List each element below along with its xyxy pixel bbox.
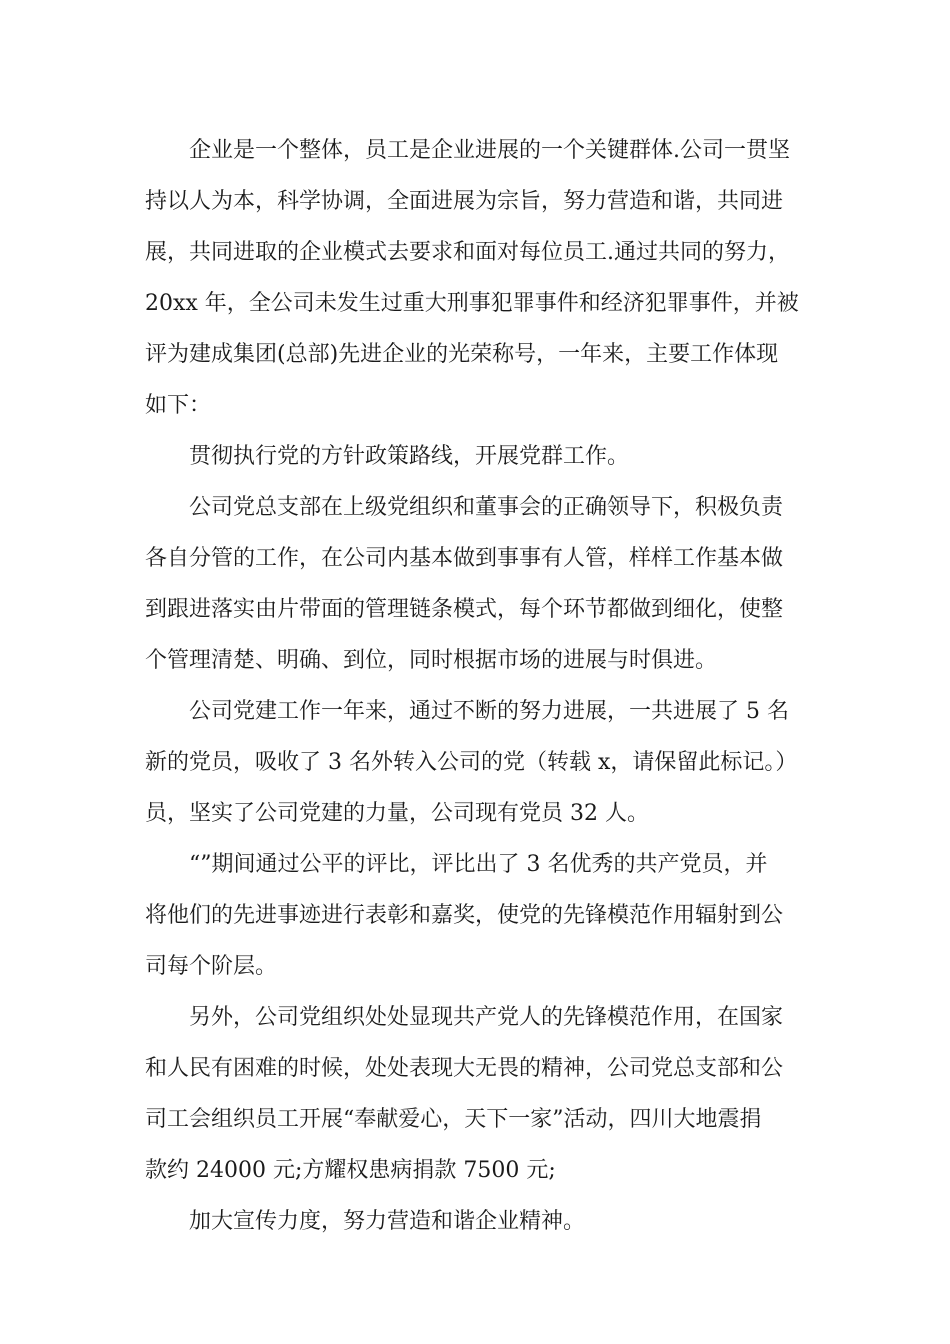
text-line: 加大宣传力度，努力营造和谐企业精神。 (189, 1209, 586, 1234)
paragraph-1 (145, 125, 825, 431)
text-line: 新的党员，吸收了 3 名外转入公司的党（转载 x，请保留此标记。） (145, 750, 798, 775)
text-line: 司工会组织员工开展“奉献爱心，天下一家”活动，四川大地震捐 (145, 1107, 762, 1132)
text-line: 展，共同进取的企业模式去要求和面对每位员工.通过共同的努力， (145, 240, 790, 265)
text-line: 到跟进落实由片带面的管理链条模式，每个环节都做到细化，使整 (145, 597, 784, 622)
text-line: “”期间通过公平的评比，评比出了 3 名优秀的共产党员，并 (189, 852, 768, 877)
text-line: 如下： (145, 393, 212, 418)
document-body (145, 125, 825, 1247)
text-line: 公司党总支部在上级党组织和董事会的正确领导下，积极负责 (189, 495, 784, 520)
text-line: 各自分管的工作，在公司内基本做到事事有人管，样样工作基本做 (145, 546, 784, 571)
paragraph-2 (145, 431, 825, 482)
text-line: 持以人为本，科学协调，全面进展为宗旨，努力营造和谐，共同进 (145, 189, 784, 214)
paragraph-3 (145, 482, 825, 686)
text-line: 和人民有困难的时候，处处表现大无畏的精神，公司党总支部和公 (145, 1056, 784, 1081)
text-line: 企业是一个整体，员工是企业进展的一个关键群体.公司一贯坚 (189, 138, 790, 163)
text-line: 司每个阶层。 (145, 954, 278, 979)
paragraph-7 (145, 1196, 825, 1247)
text-line: 员，坚实了公司党建的力量，公司现有党员 32 人。 (145, 801, 649, 826)
text-line: 个管理清楚、明确、到位，同时根据市场的进展与时俱进。 (145, 648, 718, 673)
text-line: 公司党建工作一年来，通过不断的努力进展，一共进展了 5 名 (189, 699, 789, 724)
paragraph-6 (145, 992, 825, 1196)
text-line: 另外，公司党组织处处显现共产党人的先锋模范作用，在国家 (189, 1005, 784, 1030)
text-line: 款约 24000 元;方耀权患病捐款 7500 元; (145, 1158, 556, 1183)
text-line: 将他们的先进事迹进行表彰和嘉奖，使党的先锋模范作用辐射到公 (145, 903, 784, 928)
text-line: 评为建成集团(总部)先进企业的光荣称号，一年来，主要工作体现 (145, 342, 779, 367)
text-line: 20xx 年，全公司未发生过重大刑事犯罪事件和经济犯罪事件，并被 (145, 291, 799, 316)
text-line: 贯彻执行党的方针政策路线，开展党群工作。 (189, 444, 630, 469)
paragraph-5 (145, 839, 825, 992)
paragraph-4 (145, 686, 825, 839)
